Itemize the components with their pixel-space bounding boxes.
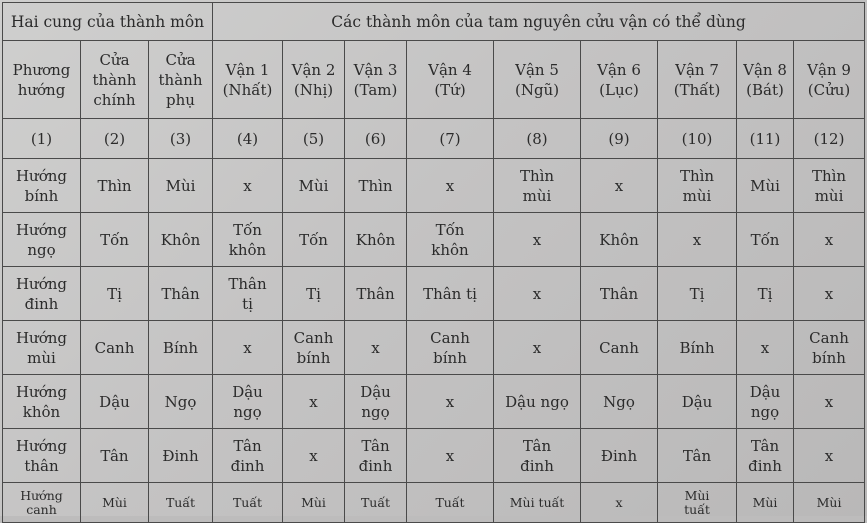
table-row-cell: Tị — [283, 267, 345, 321]
table-row-cell: x — [794, 213, 865, 267]
table-row-cell: x — [794, 375, 865, 429]
table-row-cell: x — [581, 159, 658, 213]
table-row-cell: Hướng ngọ — [3, 213, 81, 267]
column-header-row-cell: Vận 2 (Nhị) — [283, 41, 345, 119]
table-row-cell: x — [213, 159, 283, 213]
table-row-cell: Dậu — [658, 375, 737, 429]
table-row-cell: Tân — [658, 429, 737, 483]
column-number-row — [3, 119, 865, 159]
table-row-cell: Hướng khôn — [3, 375, 81, 429]
table-row-cell: Thìn mùi — [794, 159, 865, 213]
column-header-row-cell: Vận 7 (Thất) — [658, 41, 737, 119]
table-row-cell: Tuất — [149, 483, 213, 523]
table-row-cell: Dậu ngọ — [345, 375, 407, 429]
table-row-cell: x — [345, 321, 407, 375]
table-row-cell: Thân tị — [213, 267, 283, 321]
table-row-cell: x — [794, 429, 865, 483]
table-row-cell: Tị — [81, 267, 149, 321]
table-row-cell: Canh bính — [407, 321, 494, 375]
column-number-row-cell: (6) — [345, 119, 407, 159]
table-row-cell: Mùi — [283, 159, 345, 213]
table-row-cell: x — [407, 429, 494, 483]
table-row-cell: Khôn — [581, 213, 658, 267]
table-row-cell: x — [213, 321, 283, 375]
header-left-cell: Hai cung của thành môn — [3, 3, 213, 41]
column-number-row-cell: (8) — [494, 119, 581, 159]
table-row-cell: Khôn — [149, 213, 213, 267]
table-row-cell: Tốn — [81, 213, 149, 267]
table-row-cell: Thân tị — [407, 267, 494, 321]
table-row-cell: Tốn khôn — [407, 213, 494, 267]
table-row-cell: Tốn — [737, 213, 794, 267]
table-row-cell: Khôn — [345, 213, 407, 267]
table-row-cell: Tân đinh — [737, 429, 794, 483]
table-row-cell: Đinh — [149, 429, 213, 483]
table-row — [3, 375, 865, 429]
table-row-cell: Thìn — [345, 159, 407, 213]
table-row-cell: x — [283, 429, 345, 483]
table-row-cell: x — [658, 213, 737, 267]
column-header-row-cell: Cửa thành chính — [81, 41, 149, 119]
table-row-cell: Dậu ngọ — [737, 375, 794, 429]
table-row — [3, 267, 865, 321]
table-row-cell: Bính — [149, 321, 213, 375]
table-row-cell: Hướng đinh — [3, 267, 81, 321]
column-header-row-cell: Vận 4 (Tứ) — [407, 41, 494, 119]
table-row-cell: x — [737, 321, 794, 375]
table-row-cell: Dậu — [81, 375, 149, 429]
table-row-cell: Tuất — [407, 483, 494, 523]
column-number-row-cell: (10) — [658, 119, 737, 159]
column-number-row-cell: (9) — [581, 119, 658, 159]
table-row-cell: Thân — [345, 267, 407, 321]
table-row-cell: Tuất — [213, 483, 283, 523]
table-row-cell: Dậu ngọ — [213, 375, 283, 429]
table-row-cell: Mùi — [149, 159, 213, 213]
table-row-cell: Canh bính — [794, 321, 865, 375]
table-row-cell: Tân đinh — [213, 429, 283, 483]
table-row — [3, 213, 865, 267]
table-row-cell: Tân đinh — [494, 429, 581, 483]
table-row-cell: x — [407, 159, 494, 213]
table-row-cell: Canh — [81, 321, 149, 375]
column-header-row-cell: Phương hướng — [3, 41, 81, 119]
table-row-cell: Thân — [149, 267, 213, 321]
column-number-row-cell: (7) — [407, 119, 494, 159]
table-row-cell: Hướng bính — [3, 159, 81, 213]
table-row-cell: Thìn mùi — [494, 159, 581, 213]
table-row-cell: x — [581, 483, 658, 523]
table-row-cell: Mùi tuất — [494, 483, 581, 523]
column-number-row-cell: (2) — [81, 119, 149, 159]
table-row-cell: Mùi — [794, 483, 865, 523]
table-row-cell: Tốn — [283, 213, 345, 267]
table-row-cell: Canh bính — [283, 321, 345, 375]
table-row-cell: Mùi — [737, 483, 794, 523]
table-row-cell: Thân — [581, 267, 658, 321]
table-row-cell: Thìn mùi — [658, 159, 737, 213]
table-row-cell: Tuất — [345, 483, 407, 523]
table-row-cell: x — [494, 321, 581, 375]
column-header-row-cell: Vận 8 (Bát) — [737, 41, 794, 119]
table-row-cell: x — [494, 267, 581, 321]
table-row-cell: Thìn — [81, 159, 149, 213]
table-row-cell: Bính — [658, 321, 737, 375]
column-header-row-cell: Cửa thành phụ — [149, 41, 213, 119]
column-number-row-cell: (1) — [3, 119, 81, 159]
table-row-cell: Tốn khôn — [213, 213, 283, 267]
table-row — [3, 483, 865, 523]
table-row-cell: Mùi tuất — [658, 483, 737, 523]
header-right-cell: Các thành môn của tam nguyên cửu vận có thể dùng — [213, 3, 865, 41]
column-header-row-cell: Vận 9 (Cửu) — [794, 41, 865, 119]
table-row-cell: Mùi — [283, 483, 345, 523]
table-row-cell: x — [407, 375, 494, 429]
column-header-row-cell: Vận 6 (Lục) — [581, 41, 658, 119]
table-row-cell: Hướng canh — [3, 483, 81, 523]
table-row-cell: Ngọ — [581, 375, 658, 429]
table-row-cell: Đinh — [581, 429, 658, 483]
column-header-row-cell: Vận 1 (Nhất) — [213, 41, 283, 119]
column-number-row-cell: (11) — [737, 119, 794, 159]
header-row — [3, 3, 865, 41]
van-table — [2, 2, 865, 523]
table-row-cell: x — [494, 213, 581, 267]
table-row — [3, 159, 865, 213]
table-row-cell: Mùi — [737, 159, 794, 213]
column-number-row-cell: (5) — [283, 119, 345, 159]
table-row-cell: Mùi — [81, 483, 149, 523]
table-row-cell: Tân — [81, 429, 149, 483]
table-row-cell: Tị — [737, 267, 794, 321]
column-header-row-cell: Vận 3 (Tam) — [345, 41, 407, 119]
table-row-cell: Dậu ngọ — [494, 375, 581, 429]
table-row-cell: Canh — [581, 321, 658, 375]
column-header-row-cell: Vận 5 (Ngũ) — [494, 41, 581, 119]
column-number-row-cell: (4) — [213, 119, 283, 159]
table-row-cell: Hướng mùi — [3, 321, 81, 375]
table-row-cell: Ngọ — [149, 375, 213, 429]
table-row-cell: Tân đinh — [345, 429, 407, 483]
column-number-row-cell: (3) — [149, 119, 213, 159]
column-number-row-cell: (12) — [794, 119, 865, 159]
table-row-cell: Tị — [658, 267, 737, 321]
column-header-row — [3, 41, 865, 119]
table-row — [3, 321, 865, 375]
table-row-cell: Hướng thân — [3, 429, 81, 483]
table-row-cell: x — [794, 267, 865, 321]
table-row — [3, 429, 865, 483]
table-row-cell: x — [283, 375, 345, 429]
